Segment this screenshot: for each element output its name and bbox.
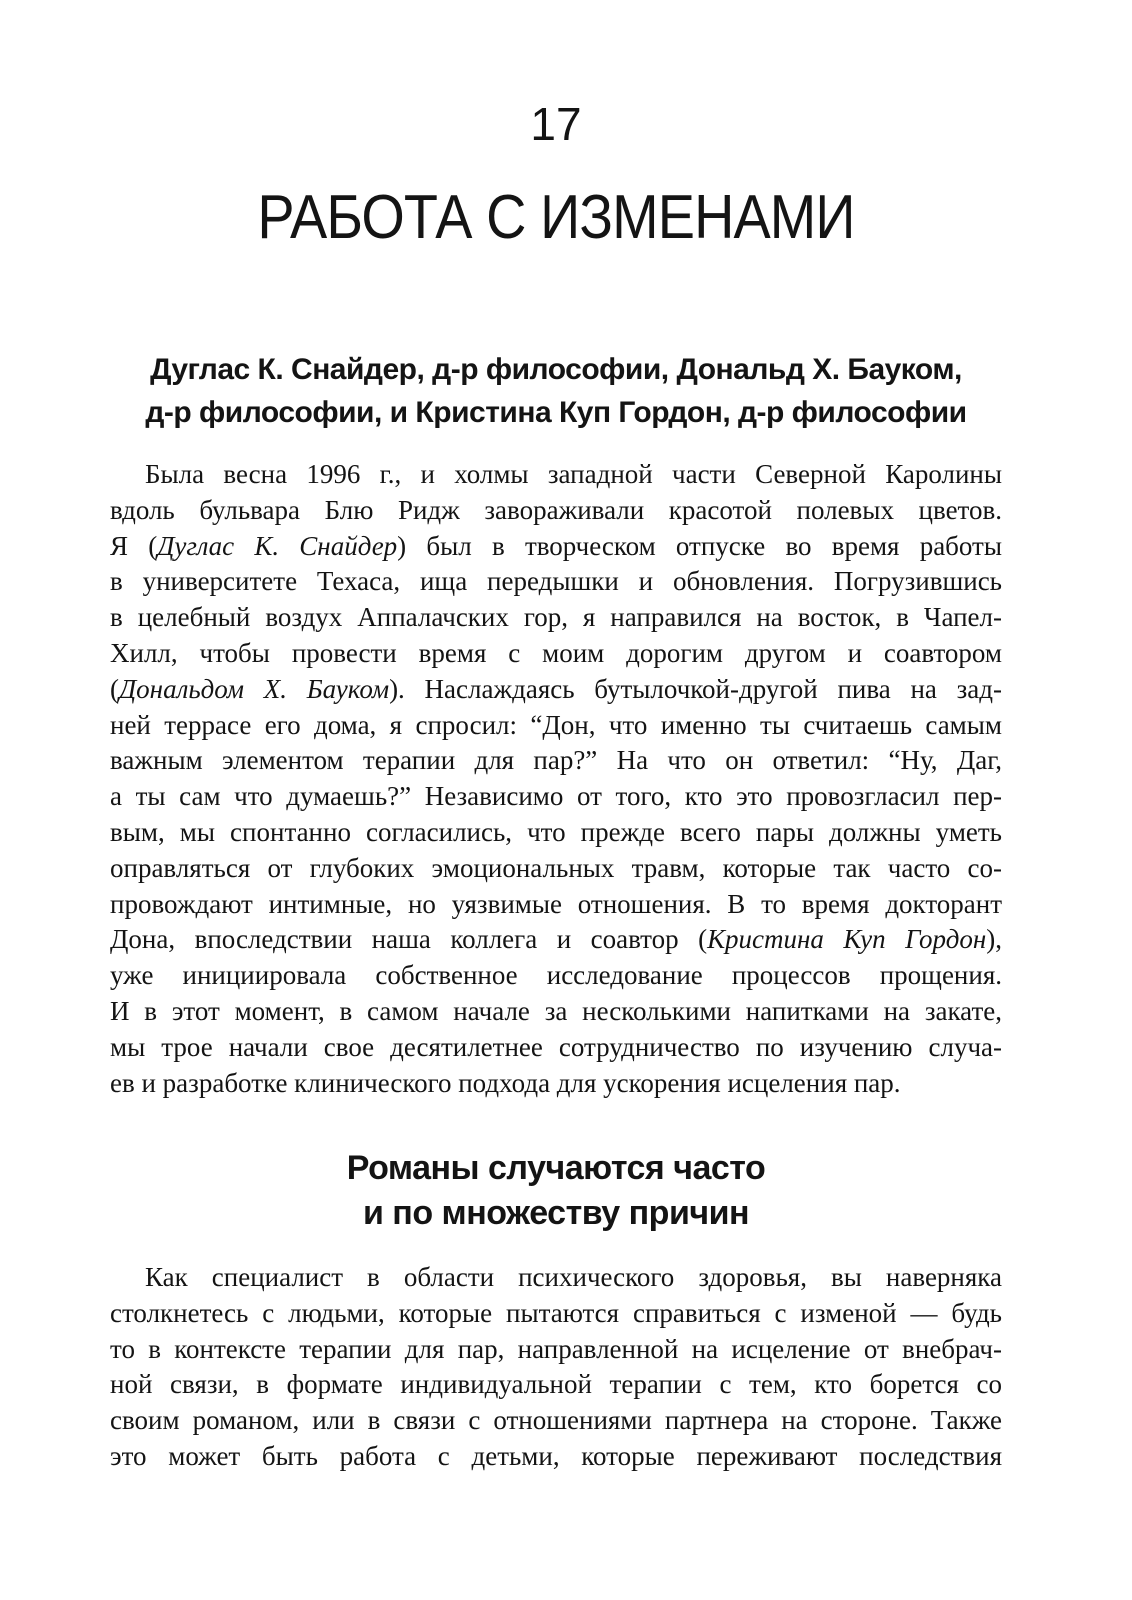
text-line: Хилл, чтобы провести время с моим дорогим другом и соавтором — [110, 637, 1002, 668]
chapter-title: РАБОТА С ИЗМЕНАМИ — [257, 183, 855, 252]
text-line: провождают интимные, но уязвимые отношения. В то время докторант — [110, 888, 1002, 919]
section-heading — [110, 1146, 1002, 1236]
text-fragment: Дона, впоследствии наша коллега и соавтор ( — [110, 924, 708, 955]
text-fragment: ( — [110, 673, 119, 704]
book-page — [110, 0, 1002, 1600]
text-line: И в этот момент, в самом начале за несколькими напитками на закате, — [110, 995, 1002, 1026]
author-name-italic: Дуглас К. Снайдер — [157, 530, 398, 561]
text-line: уже инициировала собственное исследование процессов прощения. — [110, 960, 1002, 991]
section-heading-line: Романы случаются часто — [346, 1149, 766, 1187]
authors-line: Дуглас К. Снайдер, д-р философии, Дональд Х. Бауком, — [150, 353, 962, 386]
text-fragment: ). Наслаждаясь бутылочкой-другой пива на зад- — [389, 673, 1002, 704]
text-line: вым, мы спонтанно согласились, что прежде всего пары должны уметь — [110, 816, 1002, 847]
text-line: Была весна 1996 г., и холмы западной части Северной Каролины — [145, 459, 1002, 489]
text-line: оправляться от глубоких эмоциональных травм, которые так часто со- — [110, 852, 1002, 883]
intro-paragraph — [110, 457, 1002, 1101]
text-line — [110, 922, 1002, 958]
text-line: ной связи, в формате индивидуальной терапии с тем, кто борется со — [110, 1369, 1002, 1400]
text-line: а ты сам что думаешь?” Независимо от того, кто это провозгласил пер- — [110, 781, 1002, 812]
author-name-italic: Кристина Куп Гордон — [707, 924, 987, 955]
text-line — [110, 529, 1002, 565]
text-line — [110, 672, 1002, 708]
text-line: вдоль бульвара Блю Ридж завораживали красотой полевых цветов. — [110, 494, 1002, 525]
text-line: мы трое начали свое десятилетнее сотрудничество по изучению случа- — [110, 1031, 1002, 1062]
chapter-authors — [110, 348, 1002, 434]
chapter-number: 17 — [530, 98, 582, 150]
text-fragment: ), — [986, 924, 1002, 955]
author-name-italic: Дональдом Х. Бауком — [119, 673, 390, 704]
authors-line: д-р философии, и Кристина Куп Гордон, д-р философии — [145, 396, 967, 429]
text-line: важным элементом терапии для пар?” На что он ответил: “Ну, Даг, — [110, 745, 1002, 776]
body-paragraph — [110, 1260, 1002, 1475]
text-fragment: ) был в творческом отпуске во время работы — [397, 530, 1003, 561]
text-line: то в контексте терапии для пар, направленной на исцеление от внебрач- — [110, 1333, 1002, 1364]
text-line: в целебный воздух Аппалачских гор, я направился на восток, в Чапел- — [110, 602, 1002, 633]
text-line: это может быть работа с детьми, которые переживают последствия — [110, 1440, 1002, 1471]
text-line: в университете Техаса, ища передышки и обновления. Погрузившись — [110, 566, 1002, 597]
text-line: ней террасе его дома, я спросил: “Дон, что именно ты считаешь самым — [110, 709, 1002, 740]
text-line: Как специалист в области психического здоровья, вы наверняка — [145, 1262, 1002, 1292]
section-heading-line: и по множеству причин — [362, 1194, 750, 1232]
text-line: столкнетесь с людьми, которые пытаются справиться с изменой — будь — [110, 1297, 1002, 1328]
text-fragment: Я ( — [110, 530, 158, 561]
text-line: ев и разработке клинического подхода для ускорения исцеления пар. — [110, 1067, 901, 1098]
text-line: своим романом, или в связи с отношениями партнера на стороне. Также — [110, 1405, 1002, 1436]
